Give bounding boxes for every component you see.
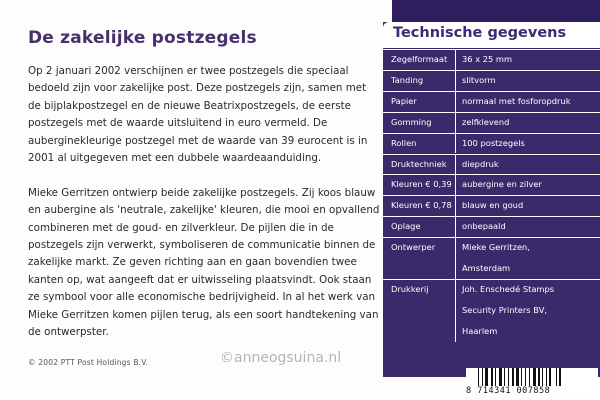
spec-label: Tanding <box>391 74 424 85</box>
barcode-bar <box>529 368 530 386</box>
spec-value: slitvorm <box>462 74 496 85</box>
spec-column-divider <box>455 258 456 279</box>
spec-value: onbepaald <box>462 221 506 232</box>
barcode-bar <box>556 368 557 386</box>
spec-label: Kleuren € 0,39 <box>391 179 452 190</box>
barcode-bar <box>521 368 522 386</box>
spec-label: Druktechniek <box>391 158 447 169</box>
page-title: De zakelijke postzegels <box>28 28 257 48</box>
spec-label: Ontwerper <box>391 242 436 253</box>
spec-column-divider <box>455 216 456 237</box>
spec-value: Security Printers BV, <box>462 304 548 315</box>
spec-column-divider <box>455 195 456 216</box>
barcode-bar <box>495 368 496 386</box>
barcode-bar <box>482 368 483 386</box>
barcode-bars <box>478 368 596 386</box>
paragraph-intro: Op 2 januari 2002 verschijnen er twee postzegels die speciaal bedoeld zijn voor zakelijke post. Deze postzegels zijn, samen met de bijplakpostzegel en de nieuwe Beatrixpostzegels, de eerste postzegels met de waarde uitsluitend in euro vermeld. De auberginekleurige postzegel met de waarde van 39 eurocent is in 2001 al uitgegeven met een dubbele waardeaanduiding. <box>28 65 368 165</box>
barcode-bar <box>538 368 540 386</box>
barcode-bar <box>504 368 505 386</box>
barcode-bar <box>491 368 493 386</box>
spec-label: Rollen <box>391 137 417 148</box>
spec-value: normaal met fosforopdruk <box>462 95 571 106</box>
barcode-bar <box>508 368 509 386</box>
spec-value: Amsterdam <box>462 263 511 273</box>
barcode-bar <box>533 368 536 386</box>
spec-column-divider <box>455 133 456 154</box>
spec-value: Haarlem <box>462 325 498 336</box>
barcode-bar <box>516 368 519 386</box>
spec-label: Drukkerij <box>391 283 429 294</box>
spec-label: Papier <box>391 95 417 106</box>
spec-column-divider <box>455 70 456 91</box>
spec-value: Mieke Gerritzen, <box>462 242 530 253</box>
barcode-bar <box>546 368 547 386</box>
spec-label: Zegelformaat <box>391 54 448 64</box>
barcode-bar <box>525 368 526 386</box>
copyright-footer: © 2002 PTT Post Holdings B.V. <box>28 358 149 367</box>
spec-column-divider <box>455 91 456 112</box>
spec-value: zelfklevend <box>462 116 510 127</box>
spec-label: Kleuren € 0,78 <box>391 200 452 211</box>
spec-label: Oplage <box>391 221 421 232</box>
spec-value: aubergine en zilver <box>462 179 542 190</box>
barcode-bar <box>478 368 479 386</box>
spec-column-divider <box>455 321 456 342</box>
spec-value: 100 postzegels <box>462 137 525 148</box>
spec-column-divider <box>455 237 456 258</box>
barcode-bar <box>485 368 488 386</box>
spec-label: Gomming <box>391 116 432 127</box>
spec-value: blauw en goud <box>462 200 524 211</box>
spec-column-divider <box>455 174 456 195</box>
watermark: ©anneogsuina.nl <box>220 350 342 366</box>
spec-column-divider <box>455 279 456 300</box>
barcode-digits: 8 714341 007858 <box>466 386 551 396</box>
spec-column-divider <box>455 49 456 70</box>
barcode-bar <box>499 368 502 386</box>
barcode-bar <box>542 368 543 386</box>
spec-value: 36 x 25 mm <box>462 54 513 64</box>
paragraph-designer: Mieke Gerritzen ontwierp beide zakelijke postzegels. Zij koos blauw en aubergine als 'neutrale, zakelijke' kleuren, die mooi en opvallend combineren met de goud- en zilverkleur. De pijlen die in de postzegels zijn verwerkt, symboliseren de communicatie binnen de zakelijke markt. Ze geven richting aan en gaan bovendien twee kanten op, wat aangeeft dat er uitwisseling plaatsvindt. Ook staan ze symbool voor alle economische bedrijvigheid. In al het werk van Mieke Gerritzen komen pijlen terug, als een soort handtekening van de ontwerpster. <box>28 186 380 339</box>
spec-column-divider <box>455 112 456 133</box>
spec-value: diepdruk <box>462 158 499 169</box>
barcode-bar <box>549 368 551 386</box>
tech-specs-title: Technische gegevens <box>393 25 567 41</box>
description-text <box>28 63 380 359</box>
spec-value: Joh. Enschedé Stamps <box>462 283 555 294</box>
barcode-bar <box>512 368 514 386</box>
spec-column-divider <box>455 154 456 175</box>
barcode-bar <box>559 368 561 386</box>
spec-column-divider <box>455 300 456 321</box>
